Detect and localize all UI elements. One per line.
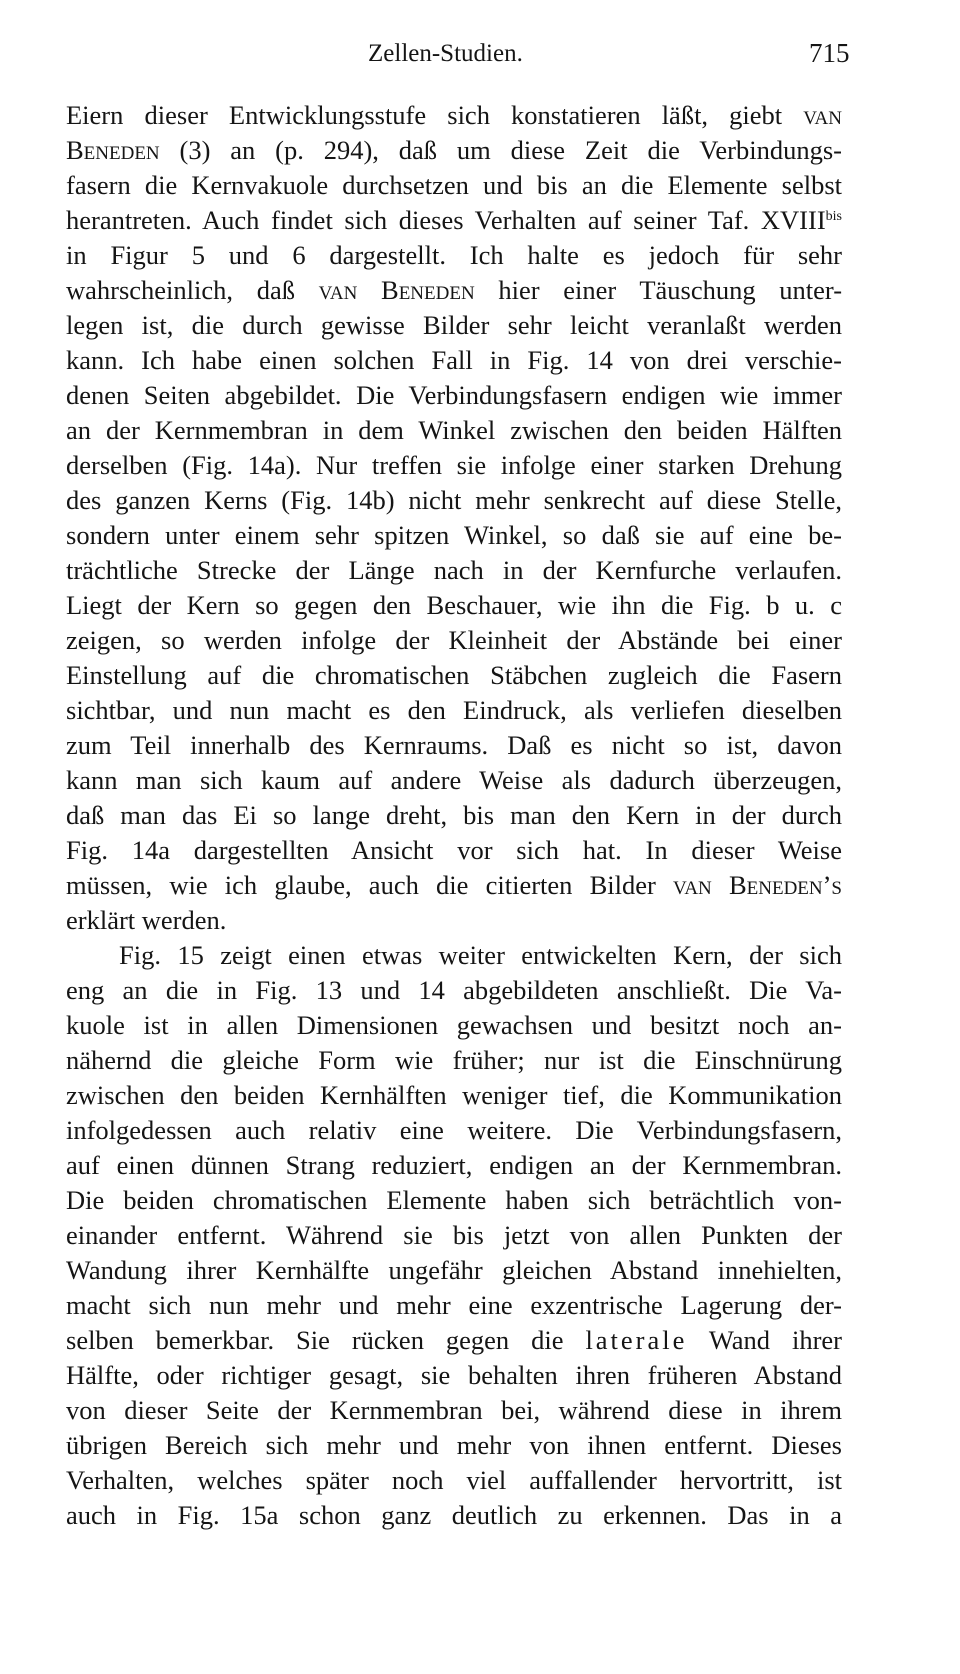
text-line: Eiern dieser Entwicklungsstufe sich konstatieren läßt, giebt van: [66, 100, 842, 130]
text-line: Liegt der Kern so gegen den Beschauer, wie ihn die Fig. b u. c: [66, 590, 842, 620]
text-line: legen ist, die durch gewisse Bilder sehr leicht veranlaßt werden: [66, 310, 842, 340]
text-line: an der Kernmembran in dem Winkel zwischen den beiden Hälften: [66, 415, 842, 445]
text-line: zum Teil innerhalb des Kernraums. Daß es nicht so ist, davon: [66, 730, 842, 760]
text-line: nähernd die gleiche Form wie früher; nur ist die Einschnürung: [66, 1045, 842, 1075]
text-line: zwischen den beiden Kernhälften weniger tief, die Kommunikation: [66, 1080, 842, 1110]
running-header-title: Zellen-Studien.: [368, 40, 523, 67]
text-line: in Figur 5 und 6 dargestellt. Ich halte es jedoch für sehr: [66, 240, 842, 270]
text-line: müssen, wie ich glaube, auch die citierten Bilder van Beneden’s: [66, 870, 843, 900]
text-line: eng an die in Fig. 13 und 14 abgebildeten anschließt. Die Va-: [66, 975, 842, 1005]
page-number: 715: [809, 38, 850, 68]
text-line: Einstellung auf die chromatischen Stäbchen zugleich die Fasern: [66, 660, 842, 690]
superscript: bis: [825, 209, 842, 224]
text-line: Fig. 14a dargestellten Ansicht vor sich hat. In dieser Weise: [66, 835, 842, 865]
text-line: macht sich nun mehr und mehr eine exzentrische Lagerung der-: [66, 1290, 842, 1320]
text-line: kuole ist in allen Dimensionen gewachsen und besitzt noch an-: [66, 1010, 842, 1040]
text-line: von dieser Seite der Kernmembran bei, während diese in ihrem: [66, 1395, 842, 1425]
text-line: Die beiden chromatischen Elemente haben sich beträchtlich von-: [66, 1185, 842, 1215]
text-line: des ganzen Kerns (Fig. 14b) nicht mehr senkrecht auf diese Stelle,: [66, 485, 842, 515]
text-line: Fig. 15 zeigt einen etwas weiter entwickelten Kern, der sich: [119, 940, 842, 970]
text-line: fasern die Kernvakuole durchsetzen und bis an die Elemente selbst: [66, 170, 842, 200]
text-line: herantreten. Auch findet sich dieses Verhalten auf seiner Taf. $XVIII^{bis}$: [66, 205, 842, 235]
text-line: auch in Fig. 15a schon ganz deutlich zu erkennen. Das in a: [66, 1500, 842, 1530]
text-line: trächtliche Strecke der Länge nach in der Kernfurche verlaufen.: [66, 555, 842, 585]
text-line: auf einen dünnen Strang reduziert, endigen an der Kernmembran.: [66, 1150, 842, 1180]
text-line: Wandung ihrer Kernhälfte ungefähr gleichen Abstand innehielten,: [66, 1255, 842, 1285]
text-line: selben bemerkbar. Sie rücken gegen die laterale Wand ihrer: [66, 1325, 842, 1355]
text-line: wahrscheinlich, daß van Beneden hier einer Täuschung unter-: [66, 275, 843, 305]
text-line: sondern unter einem sehr spitzen Winkel, so daß sie auf eine be-: [66, 520, 842, 550]
text-line: Hälfte, oder richtiger gesagt, sie behalten ihren früheren Abstand: [66, 1360, 842, 1390]
text-line: zeigen, so werden infolge der Kleinheit der Abstände bei einer: [66, 625, 842, 655]
text-line: derselben (Fig. 14a). Nur treffen sie infolge einer starken Drehung: [66, 450, 842, 480]
spaced-word: laterale: [585, 1325, 688, 1355]
text-line: Verhalten, welches später noch viel auffallender hervortritt, ist: [66, 1465, 842, 1495]
text-line: kann. Ich habe einen solchen Fall in Fig. 14 von drei verschie-: [66, 345, 842, 375]
text-line: denen Seiten abgebildet. Die Verbindungsfasern endigen wie immer: [66, 380, 842, 410]
text-line: kann man sich kaum auf andere Weise als dadurch überzeugen,: [66, 765, 842, 795]
text-line: erklärt werden.: [66, 905, 227, 935]
text-line: übrigen Bereich sich mehr und mehr von ihnen entfernt. Dieses: [66, 1430, 842, 1460]
text-line: einander entfernt. Während sie bis jetzt von allen Punkten der: [66, 1220, 842, 1250]
text-line: Beneden (3) an (p. 294), daß um diese Zeit die Verbindungs-: [66, 135, 842, 165]
body-text: [66, 98, 842, 1533]
text-line: daß man das Ei so lange dreht, bis man den Kern in der durch: [66, 800, 842, 830]
text-line: sichtbar, und nun macht es den Eindruck, als verliefen dieselben: [66, 695, 842, 725]
text-line: infolgedessen auch relativ eine weitere. Die Verbindungsfasern,: [66, 1115, 842, 1145]
